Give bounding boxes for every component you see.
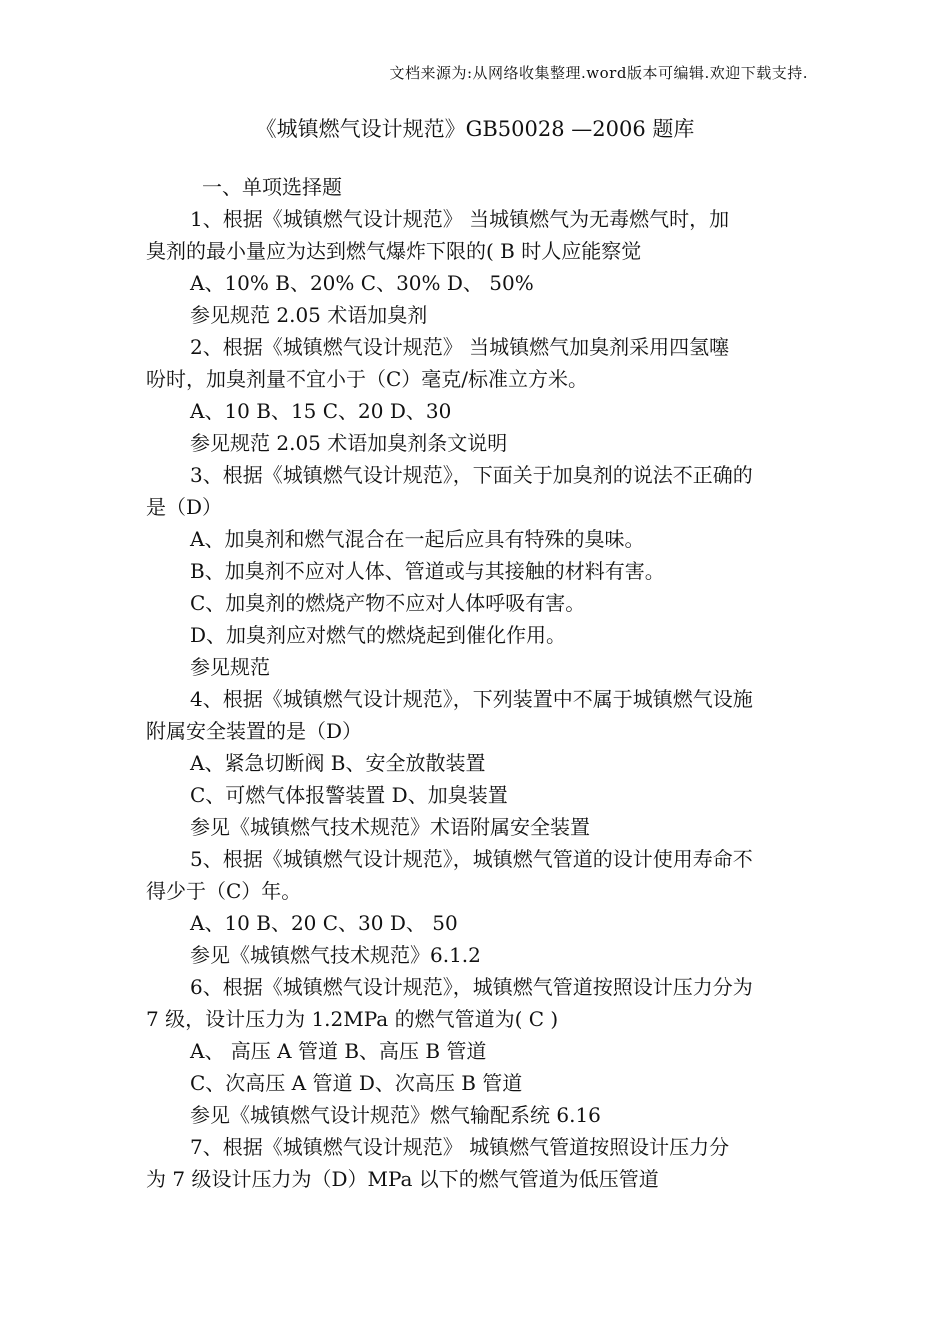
question-3-line-1: 3、根据《城镇燃气设计规范》，下面关于加臭剂的说法不正确的 — [190, 463, 753, 487]
question-3-option-b: B、加臭剂不应对人体、管道或与其接触的材料有害。 — [190, 559, 665, 583]
question-3-option-d: D、加臭剂应对燃气的燃烧起到催化作用。 — [190, 623, 567, 647]
question-3-option-c: C、加臭剂的燃烧产物不应对人体呼吸有害。 — [190, 591, 586, 615]
question-3-option-a: A、加臭剂和燃气混合在一起后应具有特殊的臭味。 — [190, 527, 645, 551]
question-5-options: A、10 B、20 C、30 D、 50 — [190, 911, 458, 935]
question-7-line-2: 为 7 级设计压力为（D）MPa 以下的燃气管道为低压管道 — [146, 1167, 659, 1191]
question-6-options-cd: C、次高压 A 管道 D、次高压 B 管道 — [190, 1071, 523, 1095]
question-4-line-1: 4、根据《城镇燃气设计规范》，下列装置中不属于城镇燃气设施 — [190, 687, 753, 711]
question-7-line-1: 7、根据《城镇燃气设计规范》 城镇燃气管道按照设计压力分 — [190, 1135, 730, 1159]
question-6-options-ab: A、 高压 A 管道 B、高压 B 管道 — [190, 1039, 487, 1063]
question-1-line-1: 1、根据《城镇燃气设计规范》 当城镇燃气为无毒燃气时，加 — [190, 207, 730, 231]
question-4-options-cd: C、可燃气体报警装置 D、加臭装置 — [190, 783, 508, 807]
question-6-reference: 参见《城镇燃气设计规范》燃气输配系统 6.16 — [190, 1103, 601, 1127]
question-3-reference: 参见规范 — [190, 655, 270, 679]
question-1-reference: 参见规范 2.05 术语加臭剂 — [190, 303, 428, 327]
question-5-line-2: 得少于（C）年。 — [146, 879, 302, 903]
question-3-line-2: 是（D） — [146, 495, 223, 519]
document-title: 《城镇燃气设计规范》GB50028 —2006 题库 — [255, 117, 695, 141]
question-6-line-2: 7 级，设计压力为 1.2MPa 的燃气管道为( C ) — [146, 1007, 559, 1031]
question-6-line-1: 6、根据《城镇燃气设计规范》，城镇燃气管道按照设计压力分为 — [190, 975, 753, 999]
question-1-line-2: 臭剂的最小量应为达到燃气爆炸下限的( B 时人应能察觉 — [146, 239, 642, 263]
question-2-reference: 参见规范 2.05 术语加臭剂条文说明 — [190, 431, 508, 455]
header-note: 文档来源为:从网络收集整理.word版本可编辑.欢迎下载支持. — [389, 64, 808, 82]
question-2-line-2: 吩时，加臭剂量不宜小于（C）毫克/标准立方米。 — [146, 367, 589, 391]
question-4-options-ab: A、紧急切断阀 B、安全放散装置 — [190, 751, 486, 775]
question-2-line-1: 2、根据《城镇燃气设计规范》 当城镇燃气加臭剂采用四氢噻 — [190, 335, 730, 359]
question-4-line-2: 附属安全装置的是（D） — [146, 719, 363, 743]
question-5-line-1: 5、根据《城镇燃气设计规范》，城镇燃气管道的设计使用寿命不 — [190, 847, 753, 871]
question-1-options: A、10% B、20% C、30% D、 50% — [190, 271, 534, 295]
question-2-options: A、10 B、15 C、20 D、30 — [190, 399, 452, 423]
question-5-reference: 参见《城镇燃气技术规范》6.1.2 — [190, 943, 481, 967]
section-heading: 一、单项选择题 — [202, 175, 342, 199]
question-4-reference: 参见《城镇燃气技术规范》术语附属安全装置 — [190, 815, 590, 839]
